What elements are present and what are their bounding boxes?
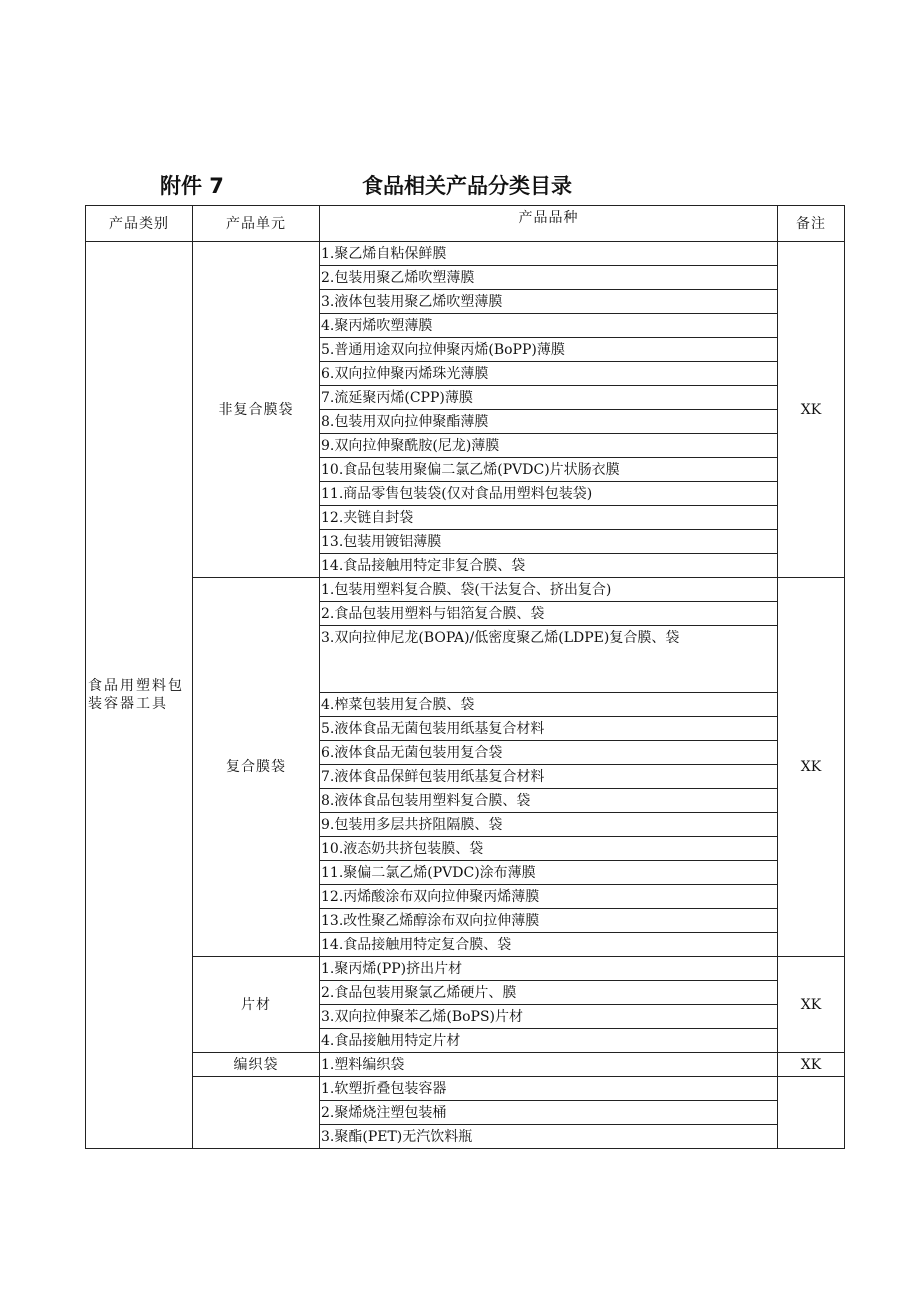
variety-cell: 4.榨菜包装用复合膜、袋 xyxy=(320,693,778,717)
variety-cell: 5.普通用途双向拉伸聚丙烯(BoPP)薄膜 xyxy=(320,338,778,362)
variety-cell: 10.液态奶共挤包装膜、袋 xyxy=(320,837,778,861)
variety-cell: 3.双向拉伸聚苯乙烯(BoPS)片材 xyxy=(320,1005,778,1029)
variety-cell: 10.食品包装用聚偏二氯乙烯(PVDC)片状肠衣膜 xyxy=(320,458,778,482)
variety-cell: 3.聚酯(PET)无汽饮料瓶 xyxy=(320,1125,778,1149)
variety-cell: 1.软塑折叠包装容器 xyxy=(320,1077,778,1101)
variety-cell: 2.食品包装用聚氯乙烯硬片、膜 xyxy=(320,981,778,1005)
remark-cell: XK xyxy=(778,1053,845,1077)
variety-cell: 1.塑料编织袋 xyxy=(320,1053,778,1077)
variety-cell: 4.食品接触用特定片材 xyxy=(320,1029,778,1053)
variety-cell: 2.聚烯烧注塑包装桶 xyxy=(320,1101,778,1125)
table-row xyxy=(86,578,845,602)
variety-cell: 13.包装用镀铝薄膜 xyxy=(320,530,778,554)
category-cell: 食品用塑料包装容器工具 xyxy=(86,242,193,1149)
variety-cell: 9.双向拉伸聚酰胺(尼龙)薄膜 xyxy=(320,434,778,458)
table-row xyxy=(86,242,845,266)
variety-cell: 3.双向拉伸尼龙(BOPA)/低密度聚乙烯(LDPE)复合膜、袋 xyxy=(320,626,778,693)
variety-cell: 3.液体包装用聚乙烯吹塑薄膜 xyxy=(320,290,778,314)
variety-cell: 6.双向拉伸聚丙烯珠光薄膜 xyxy=(320,362,778,386)
variety-cell: 14.食品接触用特定非复合膜、袋 xyxy=(320,554,778,578)
remark-cell: XK xyxy=(778,578,845,957)
variety-cell: 1.聚乙烯自粘保鲜膜 xyxy=(320,242,778,266)
variety-cell: 9.包装用多层共挤阻隔膜、袋 xyxy=(320,813,778,837)
variety-cell: 11.聚偏二氯乙烯(PVDC)涂布薄膜 xyxy=(320,861,778,885)
variety-cell: 2.包装用聚乙烯吹塑薄膜 xyxy=(320,266,778,290)
variety-cell: 1.聚丙烯(PP)挤出片材 xyxy=(320,957,778,981)
variety-cell: 2.食品包装用塑料与铝箔复合膜、袋 xyxy=(320,602,778,626)
table-row xyxy=(86,957,845,981)
header-unit: 产品单元 xyxy=(193,206,320,242)
header-variety: 产品品种 xyxy=(320,206,778,242)
header-category: 产品类别 xyxy=(86,206,193,242)
table-row xyxy=(86,1053,845,1077)
variety-cell: 7.流延聚丙烯(CPP)薄膜 xyxy=(320,386,778,410)
variety-cell: 6.液体食品无菌包装用复合袋 xyxy=(320,741,778,765)
unit-cell xyxy=(193,1077,320,1149)
attachment-label: 附件 7 xyxy=(160,174,224,198)
header-remark: 备注 xyxy=(778,206,845,242)
variety-cell: 7.液体食品保鲜包装用纸基复合材料 xyxy=(320,765,778,789)
variety-cell: 12.丙烯酸涂布双向拉伸聚丙烯薄膜 xyxy=(320,885,778,909)
unit-cell: 非复合膜袋 xyxy=(193,242,320,578)
variety-cell: 14.食品接触用特定复合膜、袋 xyxy=(320,933,778,957)
unit-cell: 片材 xyxy=(193,957,320,1053)
product-catalog-table xyxy=(85,205,845,1149)
unit-cell: 复合膜袋 xyxy=(193,578,320,957)
remark-cell: XK xyxy=(778,242,845,578)
unit-cell: 编织袋 xyxy=(193,1053,320,1077)
remark-cell: XK xyxy=(778,957,845,1053)
variety-cell: 11.商品零售包装袋(仅对食品用塑料包装袋) xyxy=(320,482,778,506)
variety-cell: 12.夹链自封袋 xyxy=(320,506,778,530)
variety-cell: 5.液体食品无菌包装用纸基复合材料 xyxy=(320,717,778,741)
variety-cell: 8.包装用双向拉伸聚酯薄膜 xyxy=(320,410,778,434)
table-row xyxy=(86,1077,845,1101)
variety-cell: 13.改性聚乙烯醇涂布双向拉伸薄膜 xyxy=(320,909,778,933)
remark-cell xyxy=(778,1077,845,1149)
variety-cell: 1.包装用塑料复合膜、袋(干法复合、挤出复合) xyxy=(320,578,778,602)
document-title: 食品相关产品分类目录 xyxy=(362,174,572,198)
variety-cell: 4.聚丙烯吹塑薄膜 xyxy=(320,314,778,338)
header-row xyxy=(86,206,845,242)
variety-cell: 8.液体食品包装用塑料复合膜、袋 xyxy=(320,789,778,813)
